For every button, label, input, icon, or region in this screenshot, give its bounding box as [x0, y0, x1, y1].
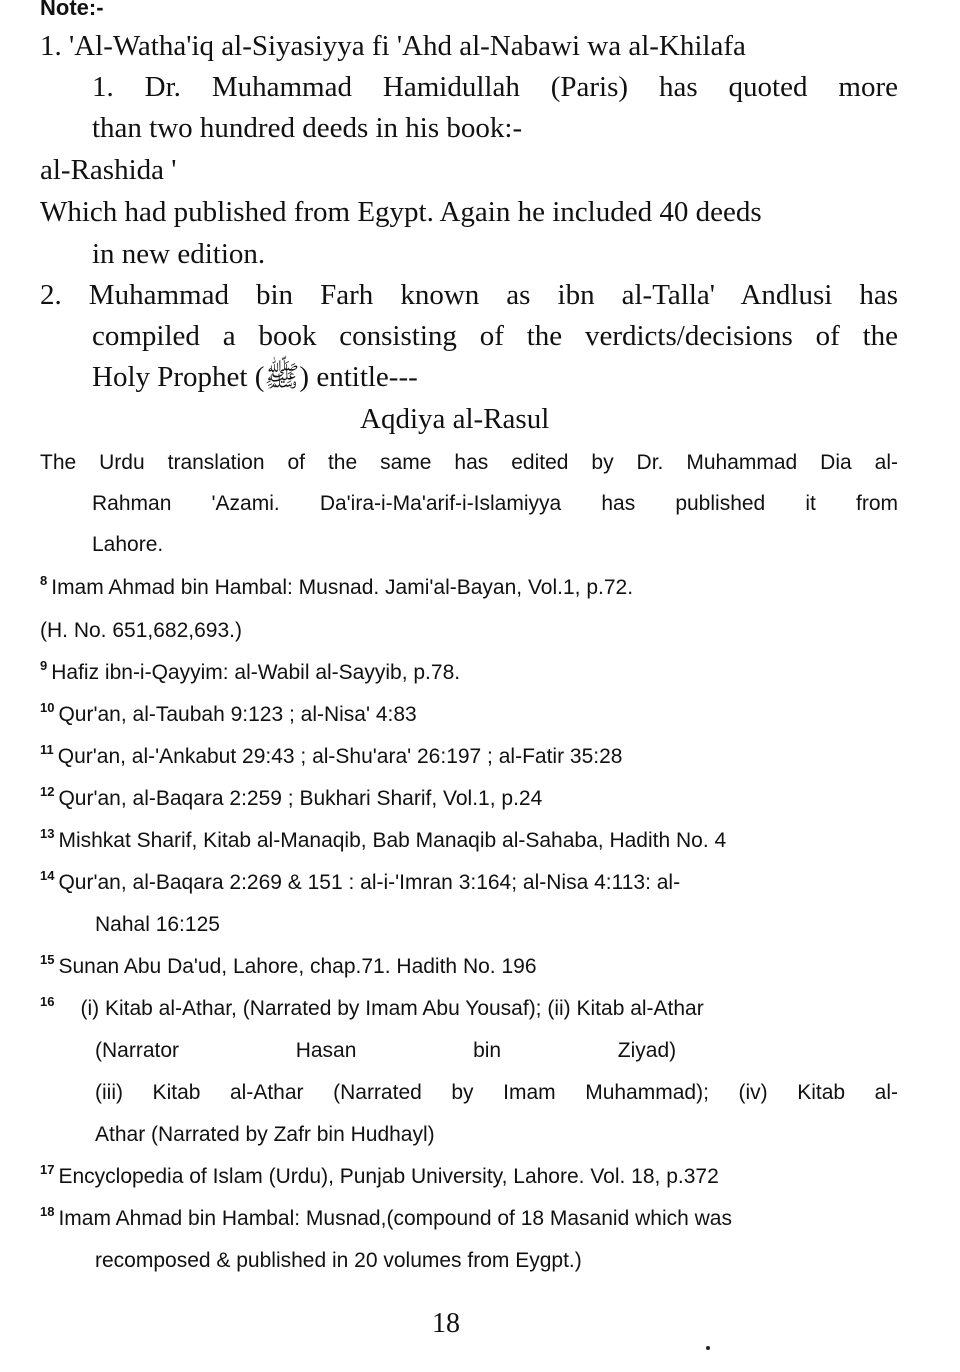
page-number: 18 — [432, 1308, 460, 1339]
footnote-number: 14 — [40, 868, 55, 883]
footnote-text: Qur'an, al-Taubah 9:123 ; al-Nisa' 4:83 — [58, 703, 417, 726]
footnote-16-line-3: (iii) Kitab al-Athar (Narrated by Imam Muhammad); (iv) Kitab al- — [95, 1081, 898, 1104]
footnote-text: Imam Ahmad bin Hambal: Musnad,(compound of 18 Masanid which was — [58, 1207, 732, 1230]
footnote-number: 12 — [40, 784, 55, 799]
note-1-line: than two hundred deeds in his book:- — [92, 112, 523, 144]
footnote-text: Qur'an, al-Baqara 2:269 & 151 : al-i-'Imran 3:164; al-Nisa 4:113: al- — [58, 871, 681, 894]
footnote-text: Qur'an, al-'Ankabut 29:43 ; al-Shu'ara' 26:197 ; al-Fatir 35:28 — [57, 745, 623, 768]
note-1-line: 1. Dr. Muhammad Hamidullah (Paris) has quoted more — [92, 71, 898, 103]
footnote-text: Sunan Abu Da'ud, Lahore, chap.71. Hadith No. 196 — [58, 955, 537, 978]
footnote-11 — [40, 742, 622, 772]
footnote-text: (i) Kitab al-Athar, (Narrated by Imam Abu Yousaf); (ii) Kitab al-Athar — [80, 997, 704, 1020]
footnote-14-continuation: Nahal 16:125 — [95, 913, 220, 936]
footnote-16 — [40, 994, 704, 1024]
footnote-10 — [40, 700, 417, 730]
footnote-number: 10 — [40, 700, 55, 715]
book-title: Aqdiya al-Rasul — [360, 403, 550, 435]
note-2-line: 2. Muhammad bin Farh known as ibn al-Talla' Andlusi has — [40, 279, 898, 311]
footnote-number: 16 — [40, 994, 55, 1009]
footnote-number: 9 — [40, 658, 48, 673]
footnote-8 — [40, 573, 633, 603]
footnote-18-continuation: recomposed & published in 20 volumes from Eygpt.) — [95, 1249, 582, 1272]
footnote-text: Mishkat Sharif, Kitab al-Manaqib, Bab Manaqib al-Sahaba, Hadith No. 4 — [58, 829, 727, 852]
footnote-14 — [40, 868, 680, 898]
footnote-number: 15 — [40, 952, 55, 967]
note-1-line: in new edition. — [92, 238, 266, 270]
urdu-translation-line: Rahman 'Azami. Da'ira-i-Ma'arif-i-Islamiyya has published it from — [92, 492, 898, 515]
footnote-number: 8 — [40, 573, 48, 588]
note-2-line: compiled a book consisting of the verdicts/decisions of the — [92, 320, 898, 352]
footnote-18 — [40, 1204, 732, 1234]
footnote-17 — [40, 1162, 719, 1192]
footnote-15 — [40, 952, 537, 982]
footnote-text: Encyclopedia of Islam (Urdu), Punjab University, Lahore. Vol. 18, p.372 — [58, 1165, 719, 1188]
scan-speck — [706, 1346, 710, 1350]
footnote-16-line-2: (Narrator Hasan bin Ziyad) — [95, 1039, 677, 1062]
footnote-number: 13 — [40, 826, 55, 841]
footnote-16-line-4: Athar (Narrated by Zafr bin Hudhayl) — [95, 1123, 435, 1146]
footnote-text: Hafiz ibn-i-Qayyim: al-Wabil al-Sayyib, p.78. — [51, 661, 461, 684]
footnote-number: 18 — [40, 1204, 55, 1219]
footnote-8-continuation: (H. No. 651,682,693.) — [40, 619, 242, 642]
footnote-text: Qur'an, al-Baqara 2:259 ; Bukhari Sharif, Vol.1, p.24 — [58, 787, 543, 810]
urdu-translation-line: The Urdu translation of the same has edited by Dr. Muhammad Dia al- — [40, 451, 898, 474]
footnote-text: Imam Ahmad bin Hambal: Musnad. Jami'al-Bayan, Vol.1, p.72. — [51, 576, 634, 599]
footnote-9 — [40, 658, 460, 688]
note-1-line: Which had published from Egypt. Again he included 40 deeds — [40, 196, 762, 228]
footnote-12 — [40, 784, 542, 814]
footnote-13 — [40, 826, 726, 856]
footnote-number: 17 — [40, 1162, 55, 1177]
note-1-title-line: 1. 'Al-Watha'iq al-Siyasiyya fi 'Ahd al-Nabawi wa al-Khilafa — [40, 30, 746, 62]
urdu-translation-line: Lahore. — [92, 533, 164, 556]
note-label: Note:- — [40, 0, 104, 20]
note-1-line: al-Rashida ' — [40, 154, 177, 186]
footnote-number: 11 — [40, 742, 54, 757]
note-2-line: Holy Prophet (ﷺ) entitle--- — [92, 361, 418, 393]
